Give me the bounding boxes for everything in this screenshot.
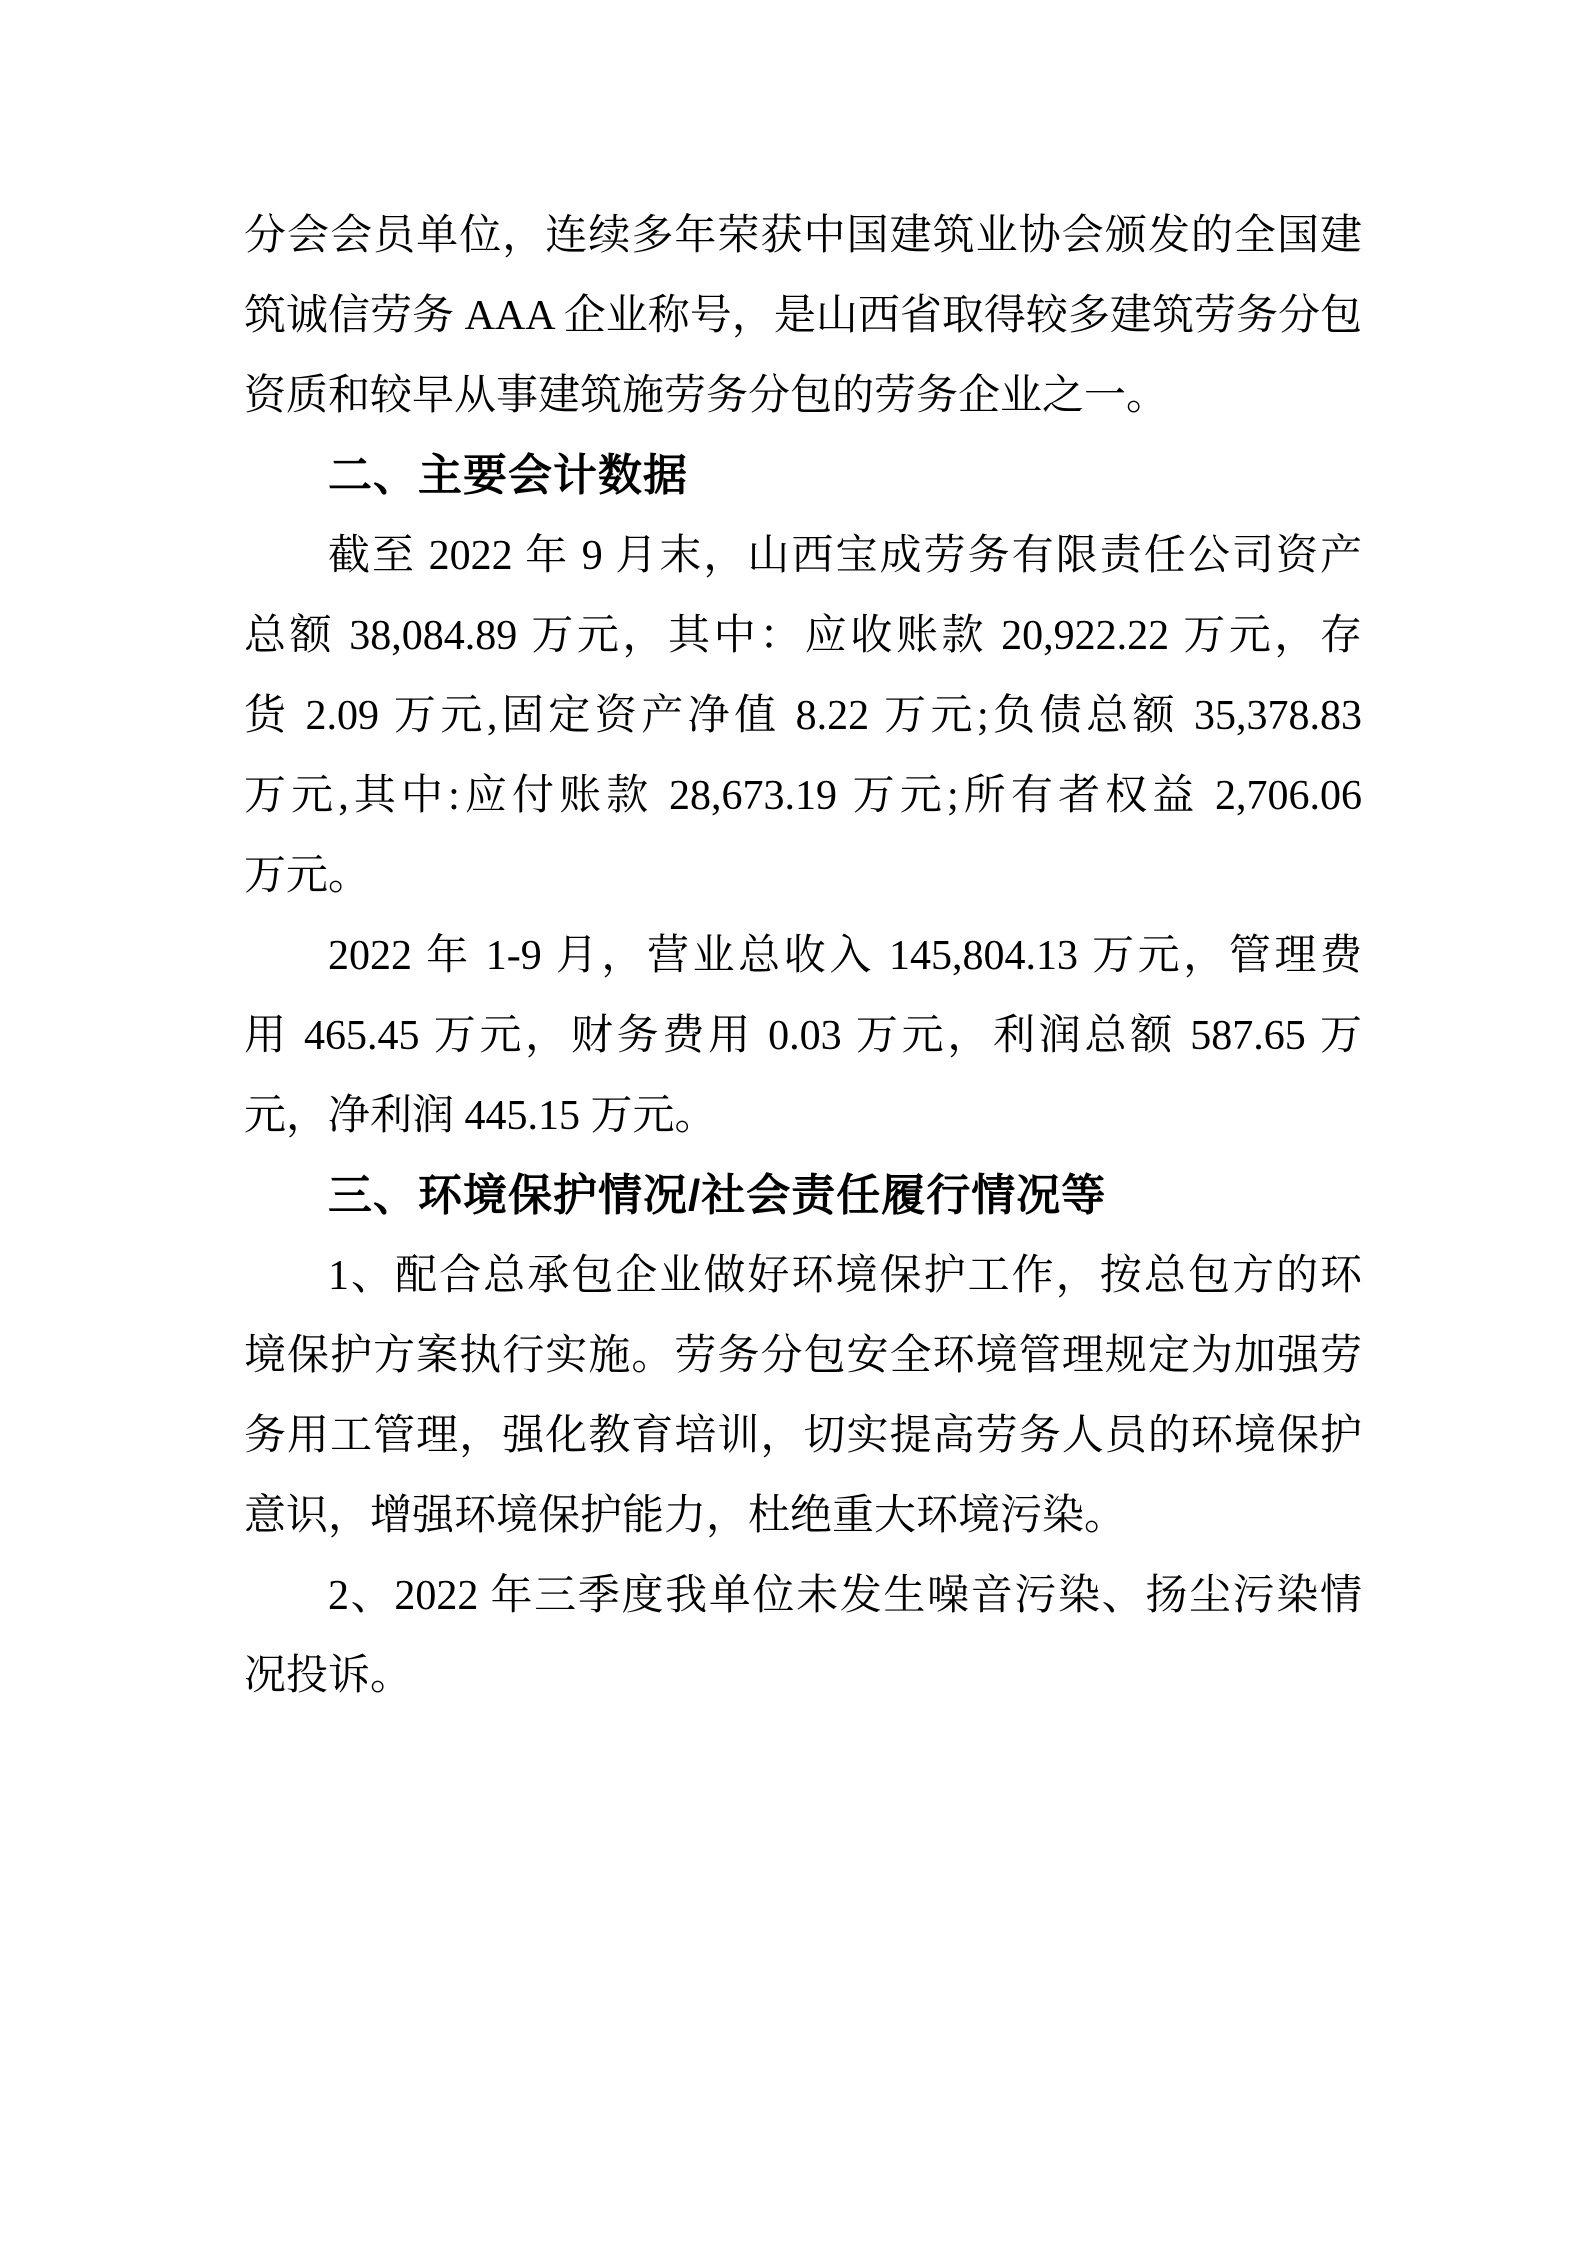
text-line: 筑诚信劳务 AAA 企业称号，是山西省取得较多建筑劳务分包 <box>244 293 1362 339</box>
section-heading: 二、主要会计数据 <box>328 451 688 500</box>
text-line: 2、2022 年三季度我单位未发生噪音污染、扬尘污染情 <box>328 1573 1362 1619</box>
text-line: 务用工管理，强化教育培训，切实提高劳务人员的环境保护 <box>244 1413 1362 1459</box>
text-line: 截至 2022 年 9 月末，山西宝成劳务有限责任公司资产 <box>328 533 1362 579</box>
document-body <box>244 196 1362 1716</box>
section-heading: 三、环境保护情况/社会责任履行情况等 <box>328 1171 1107 1220</box>
text-line: 1、配合总承包企业做好环境保护工作，按总包方的环 <box>328 1253 1362 1299</box>
text-line: 境保护方案执行实施。劳务分包安全环境管理规定为加强劳 <box>244 1333 1362 1379</box>
text-line: 万元,其中:应付账款 28,673.19 万元;所有者权益 2,706.06 <box>244 773 1362 819</box>
text-line: 2022 年 1-9 月，营业总收入 145,804.13 万元，管理费 <box>328 933 1362 979</box>
text-line: 总额 38,084.89 万元，其中：应收账款 20,922.22 万元，存 <box>244 613 1362 659</box>
text-line: 元，净利润 445.15 万元。 <box>244 1093 717 1139</box>
text-line: 况投诉。 <box>244 1653 413 1699</box>
text-line: 意识，增强环境保护能力，杜绝重大环境污染。 <box>244 1493 1127 1539</box>
text-line: 资质和较早从事建筑施劳务分包的劳务企业之一。 <box>244 373 1169 419</box>
text-line: 分会会员单位，连续多年荣获中国建筑业协会颁发的全国建 <box>244 213 1362 259</box>
text-line: 用 465.45 万元，财务费用 0.03 万元，利润总额 587.65 万 <box>244 1013 1362 1059</box>
text-line: 货 2.09 万元,固定资产净值 8.22 万元;负债总额 35,378.83 <box>244 693 1362 739</box>
text-line: 万元。 <box>244 853 371 899</box>
